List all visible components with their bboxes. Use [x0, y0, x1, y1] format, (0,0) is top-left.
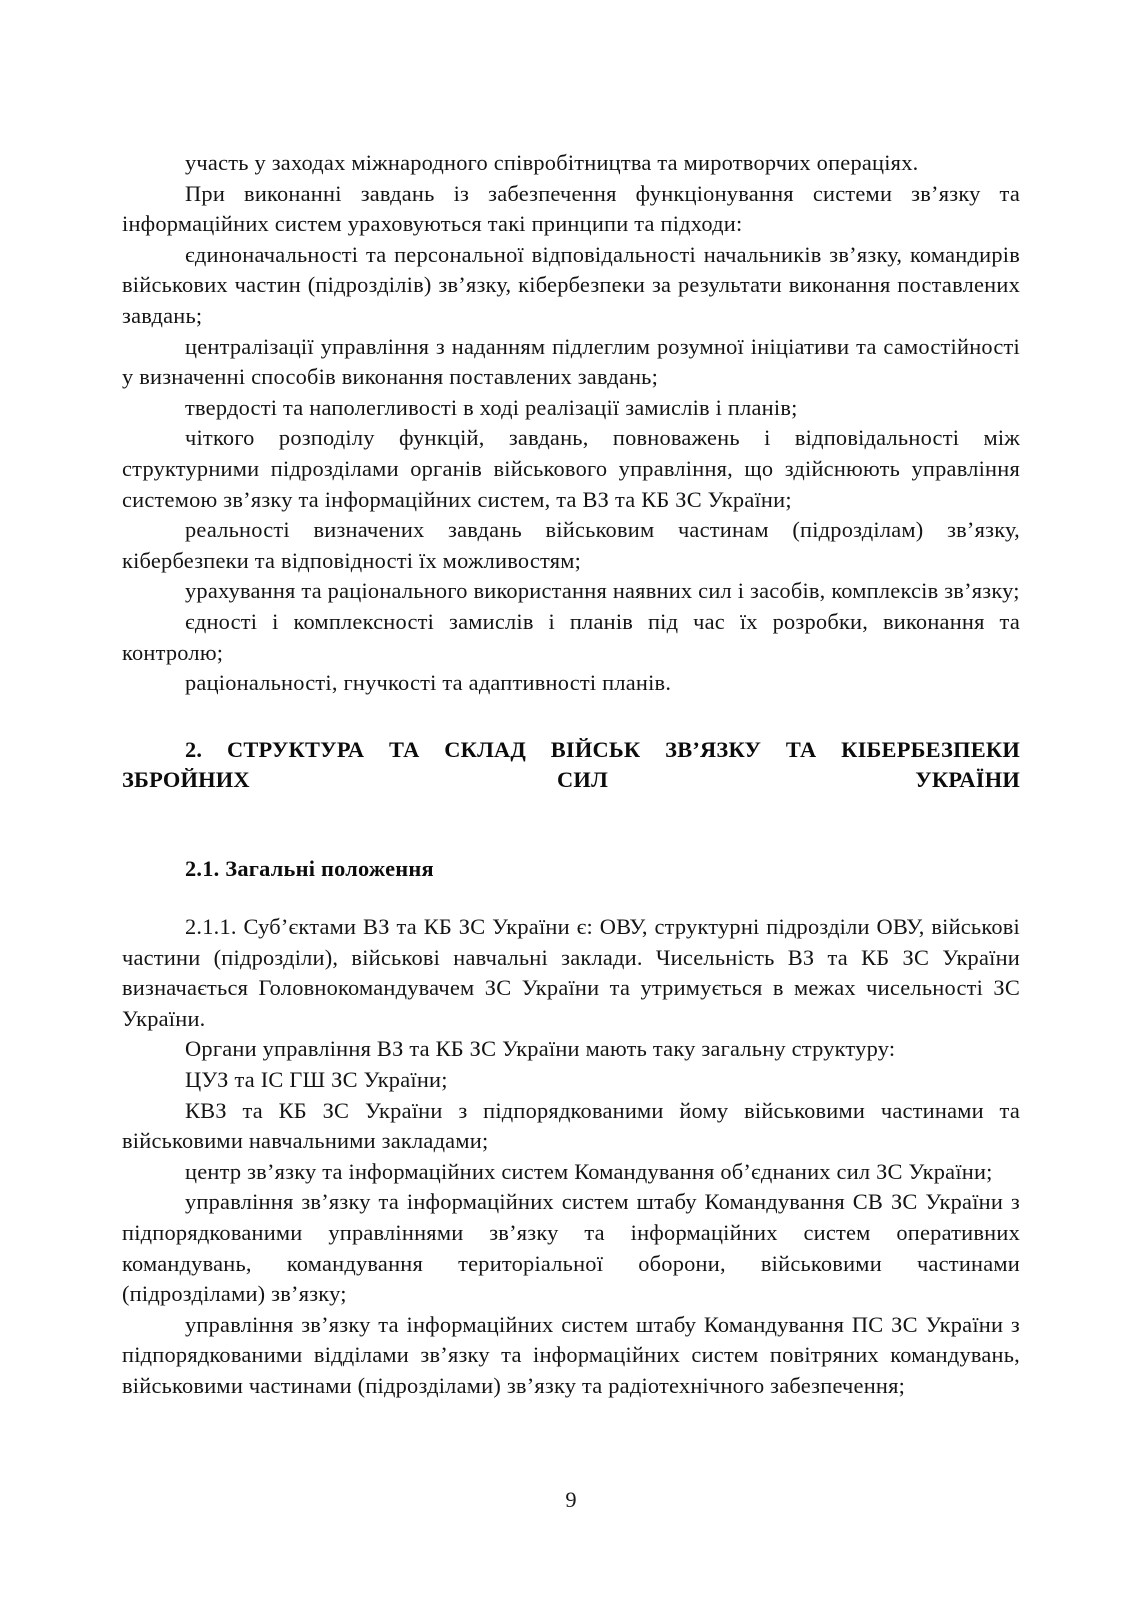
page-content-area	[122, 148, 1020, 1402]
sub-heading-2-1: 2.1. Загальні положення	[185, 856, 434, 882]
paragraph-principle-unity-complexity: єдності і комплексності замислів і планів під час їх розробки, виконання та контролю;	[122, 608, 1020, 665]
paragraph-principle-firmness: твердості та наполегливості в ході реалізації замислів і планів;	[185, 394, 798, 420]
paragraph-principle-reality: реальності визначених завдань військовим частинам (підрозділам) зв’язку, кібербезпеки та відповідності їх можливостям;	[122, 517, 1020, 573]
paragraph-participation: участь у заходах міжнародного співробітництва та миротворчих операціях.	[185, 150, 919, 175]
page-number: 9	[565, 1487, 577, 1512]
paragraph-principle-centralization: централізації управління з наданням підлеглим розумної ініціативи та самостійності у визначенні способів виконання поставлених завдань;	[122, 333, 1020, 390]
paragraph-principle-rational-use: урахування та раціонального використання наявних сил і засобів, комплексів зв’язку;	[185, 578, 1020, 604]
paragraph-2-1-1: 2.1.1. Суб’єктами ВЗ та КБ ЗС України є: ОВУ, структурні підрозділи ОВУ, військові частини (підрозділи), військові навчальні заклади. Чисельність ВЗ та КБ ЗС України визначається Головнокомандувачем ЗС України та утримується в межах чисельності ЗС України.	[122, 914, 1020, 1031]
paragraph-principle-rationality: раціональності, гнучкості та адаптивності планів.	[185, 670, 672, 696]
section-heading-2: 2. СТРУКТУРА ТА СКЛАД ВІЙСЬК ЗВ’ЯЗКУ ТА КІБЕРБЕЗПЕКИ ЗБРОЙНИХ СИЛ УКРАЇНИ	[122, 736, 1020, 793]
paragraph-kvz-kb: КВЗ та КБ ЗС України з підпорядкованими йому військовими частинами та військовими навчальними закладами;	[122, 1097, 1020, 1154]
paragraph-governing-bodies-intro: Органи управління ВЗ та КБ ЗС України мають таку загальну структуру:	[185, 1036, 896, 1062]
paragraph-principles-intro: При виконанні завдань із забезпечення функціонування системи зв’язку та інформаційних систем ураховуються такі принципи та підходи:	[122, 180, 1020, 237]
paragraph-center-joint-forces: центр зв’язку та інформаційних систем Командування об’єднаних сил ЗС України;	[185, 1158, 993, 1184]
paragraph-principle-clear-distribution: чіткого розподілу функцій, завдань, повноважень і відповідальності між структурними підрозділами органів військового управління, що здійснюють управління системою зв’язку та інформаційних систем, та ВЗ та КБ ЗС України;	[122, 425, 1020, 512]
paragraph-cuz-is-gsh: ЦУЗ та ІС ГШ ЗС України;	[185, 1067, 448, 1093]
paragraph-directorate-air-forces: управління зв’язку та інформаційних систем штабу Командування ПС ЗС України з підпорядкованими відділами зв’язку та інформаційних систем повітряних командувань, військовими частинами (підрозділами) зв’язку та радіотехнічного забезпечення;	[122, 1311, 1020, 1398]
paragraph-directorate-land-forces: управління зв’язку та інформаційних систем штабу Командування СВ ЗС України з підпорядкованими управліннями зв’язку та інформаційних систем оперативних командувань, командування територіальної оборони, військовими частинами (підрозділами) зв’язку;	[122, 1189, 1020, 1307]
paragraph-principle-unity-of-command: єдиноначальності та персональної відповідальності начальників зв’язку, командирів військових частин (підрозділів) зв’язку, кібербезпеки за результати виконання поставлених завдань;	[122, 241, 1020, 328]
